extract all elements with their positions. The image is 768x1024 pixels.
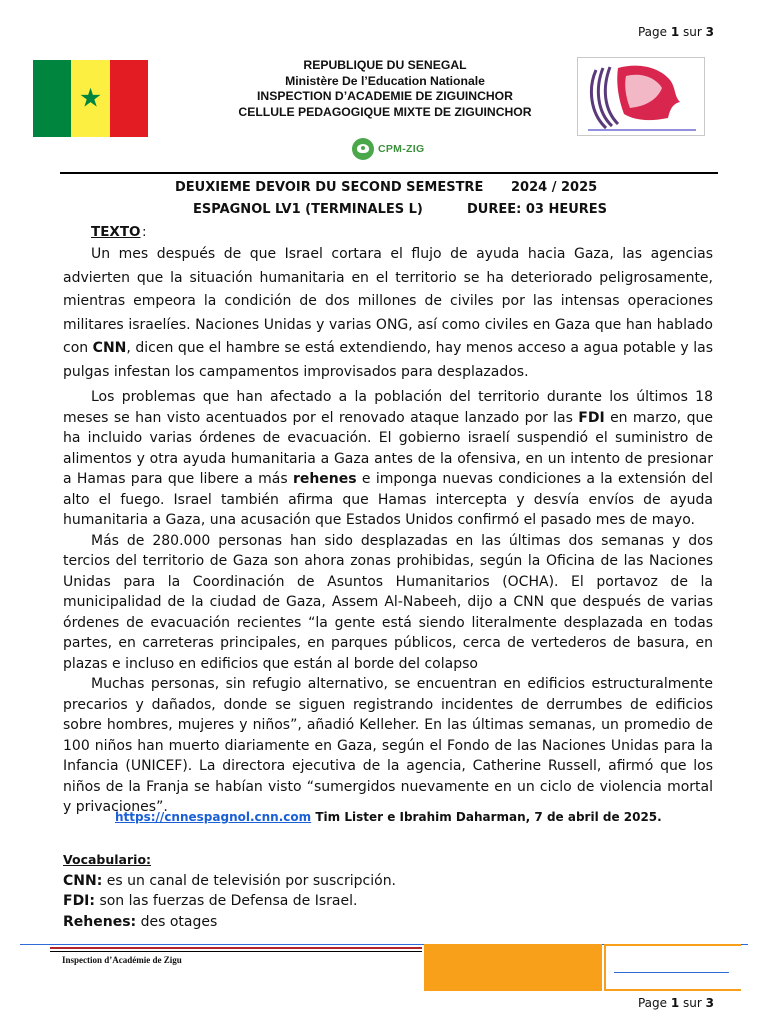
footer-orange-block: [424, 944, 602, 991]
term-cnn: CNN: [92, 340, 127, 356]
header-line-1: REPUBLIQUE DU SENEGAL: [303, 58, 467, 72]
exam-duration: DUREE: 03 HEURES: [467, 202, 608, 217]
source-citation: [115, 810, 662, 824]
header-line-4: CELLULE PEDAGOGIQUE MIXTE DE ZIGUINCHOR: [238, 104, 532, 119]
exam-year: 2024 / 2025: [511, 180, 598, 195]
header-line-2: Ministère De l’Education Nationale: [285, 73, 485, 88]
term-rehenes: rehenes: [292, 471, 357, 487]
vocabulary-title: Vocabulario:: [63, 852, 152, 867]
vocab-item: FDI: son las fuerzas de Defensa de Israel.: [63, 893, 358, 909]
paragraph-1: Un mes después de que Israel cortara el flujo de ayuda hacia Gaza, las agencias advierten que la situación humanitaria en el territorio se ha deteriorado peligrosamente, mientras empeora la condición de dos millones de civiles por las intensas operaciones militares israelíes. Naciones Unidas y varias ONG, así como civiles en Gaza que han hablado con CNN, dicen que el hambre se está extendiendo, hay menos acceso a agua potable y las pulgas infestan los campamentos improvisados para desplazados.: [63, 246, 713, 380]
cpm-logo-icon: [352, 138, 374, 160]
source-authors: Tim Lister e Ibrahim Daharman, 7 de abril de 2025.: [311, 810, 662, 824]
page-number-top: Page 1 sur 3: [637, 25, 714, 39]
header-line-3: INSPECTION D’ACADEMIE DE ZIGUINCHOR: [257, 89, 513, 103]
flag-green-band: [33, 60, 71, 137]
footer-blue-line: [614, 972, 729, 973]
main-text: [63, 243, 713, 818]
exam-title: DEUXIEME DEVOIR DU SECOND SEMESTRE: [175, 180, 484, 195]
cpm-zig-logo: [352, 138, 424, 160]
paragraph-4: Muchas personas, sin refugio alternativo, se encuentran en edificios estructuralmente precarios y dañados, donde se siguen registrando incidentes de derrumbes de edificios sobre hombres, mujeres y niños”, añadió Kelleher. En las últimas semanas, un promedio de 100 niños han muerto diariamente en Gaza, según el Fondo de las Naciones Unidas para la Infancia (UNICEF). La directora ejecutiva de la agencia, Catherine Russell, afirmó que los niños de la Franja se habían visto “sumergidos nuevamente en un ciclo de violencia mortal y privaciones”.: [63, 676, 713, 815]
exam-subject: ESPAGNOL LV1 (TERMINALES L): [193, 202, 423, 217]
term-fdi: FDI: [578, 409, 605, 426]
texto-colon: :: [142, 224, 147, 240]
flag-red-band: [110, 60, 148, 137]
academy-logo-icon: [578, 58, 704, 135]
footer-red-rule: [50, 947, 422, 949]
senegal-flag: [33, 60, 148, 137]
source-link[interactable]: https://cnnespagnol.cnn.com: [115, 810, 312, 824]
institution-header: [190, 58, 580, 120]
header-rule: [60, 172, 718, 174]
academy-logo: [577, 57, 705, 136]
flag-yellow-band: [71, 60, 109, 137]
page-number-bottom: Page 1 sur 3: [637, 996, 714, 1010]
vocabulary-section: [63, 850, 396, 932]
footer-white-box: [606, 946, 741, 989]
vocab-item: Rehenes: des otages: [63, 913, 218, 930]
star-icon: ★: [78, 82, 103, 113]
footer-black-rule: [50, 951, 422, 952]
cpm-logo-text: CPM-ZIG: [378, 143, 425, 155]
vocab-item: CNN: es un canal de televisión por suscripción.: [63, 872, 397, 889]
footer-text: Inspection d’Académie de Zigu: [62, 955, 182, 965]
paragraph-3: Más de 280.000 personas han sido desplazadas en las últimas dos semanas y dos tercios del territorio de Gaza son ahora zonas prohibidas, según la Oficina de las Naciones Unidas para la Coordinación de Asuntos Humanitarios (OCHA). El portavoz de la municipalidad de la ciudad de Gaza, Assem Al-Nabeeh, dijo a CNN que después de varias órdenes de evacuación recientes “la gente está siendo literalmente desplazada en todas partes, en carreteras principales, en parques públicos, cerca de vertederos de basura, en plazas e incluso en edificios que están al borde del colapso: [63, 532, 713, 672]
texto-label: TEXTO: [91, 224, 141, 240]
paragraph-2: Los problemas que han afectado a la población del territorio durante los últimos 18 meses se han visto acentuados por el renovado ataque lanzado por las FDI en marzo, que ha incluido varias órdenes de evacuación. El gobierno israelí suspendió el suministro de alimentos y otra ayuda humanitaria a Gaza antes de la ofensiva, en un intento de presionar a Hamas para que libere a más rehenes e imponga nuevas condiciones a la extensión del alto el fuego. Israel también afirma que Hamas intercepta y desvía envíos de ayuda humanitaria a Gaza, una acusación que Estados Unidos confirmó el pasado mes de mayo.: [63, 389, 714, 528]
